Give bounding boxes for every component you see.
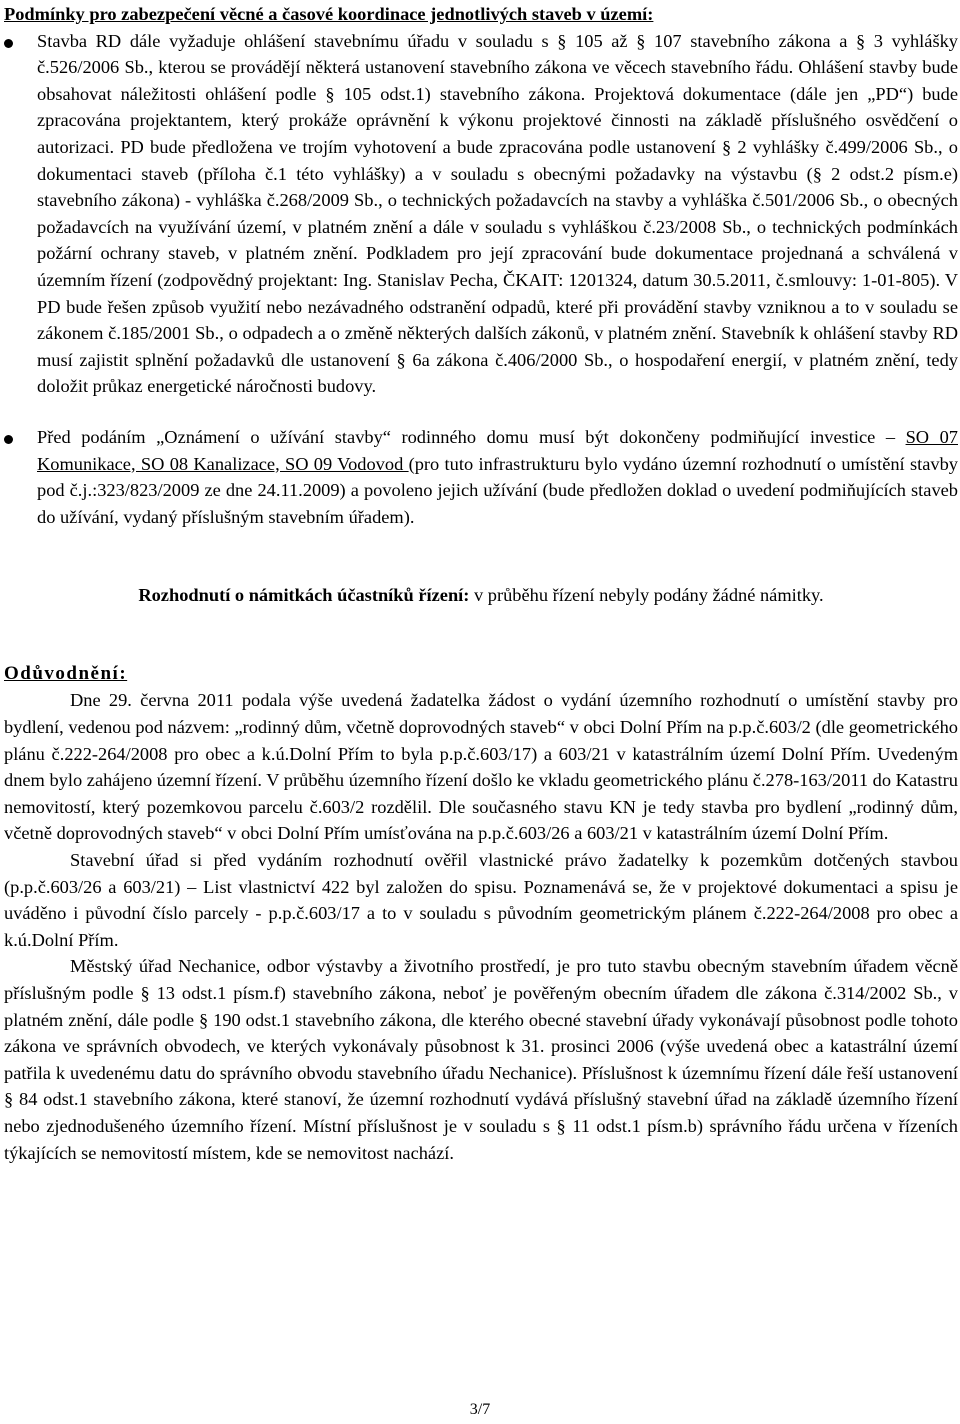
reasoning-paragraph: Stavební úřad si před vydáním rozhodnutí ověřil vlastnické právo žadatelky k pozemkům dotčených stavbou (p.p.č.603/26 a 603/21) – List vlastnictví 422 byl založen do spisu. Poznamenává se, že v projektové dokumentaci a spisu je uváděno i původní číslo parcely - p.p.č.603/17 a to v souladu s původním geometrickým plánem č.222-264/2008 pro obec a k.ú.Dolní Přím. xyxy=(4,850,958,950)
conditions-list xyxy=(4,28,958,531)
section-heading: Podmínky pro zabezpečení věcné a časové koordinace jednotlivých staveb v území: xyxy=(4,4,654,24)
reasoning-title: Odůvodnění: xyxy=(4,662,128,684)
decision-label: Rozhodnutí o námitkách účastníků řízení: xyxy=(138,585,470,606)
list-item-text-pre: Před podáním „Oznámení o užívání stavby“ rodinného domu musí být dokončeny podmiňující investice – xyxy=(37,426,906,447)
page-number: 3/7 xyxy=(469,1401,491,1418)
list-item-underlined: SO 07 Komunikace, SO 08 Kanalizace, SO 09 Vodovod xyxy=(37,426,958,474)
document-page xyxy=(4,0,958,1166)
list-item xyxy=(4,424,958,530)
list-item-text: Stavba RD dále vyžaduje ohlášení stavebnímu úřadu v souladu s § 105 až § 107 stavebního zákona a § 3 vyhlášky č.526/2006 Sb., kterou se provádějí některá ustanovení stavebního zákona ve věcech stavebního řádu. Ohlášení stavby bude obsahovat náležitosti ohlášení podle § 105 odst.1) stavebního zákona. Projektová dokumentace (dále jen „PD“) bude zpracována projektantem, který prokáže oprávnění k výkonu projektové činnosti na základě příslušného osvědčení o autorizaci. PD bude předložena ve trojím vyhotovení a bude zpracována podle ustanovení § 2 vyhlášky č.499/2006 Sb., o dokumentaci staveb (příloha č.1 této vyhlášky) a v souladu s obecnými požadavky na výstavbu (§ 2 odst.2 písm.e) stavebního zákona) - vyhláška č.268/2009 Sb., o technických požadavcích na stavby a vyhláška č.501/2006 Sb., o obecných požadavcích na využívání území, v platném znění a dále v souladu s vyhláškou č.23/2008 Sb., o technických podmínkách požární ochrany staveb, v platném znění. Podkladem pro její zpracování bude dokumentace projednaná a schválená v územním řízení (zodpovědný projektant: Ing. Stanislav Pecha, ČKAIT: 1201324, datum 30.5.2011, č.smlouvy: 1-01-805). V PD bude řešen způsob využití nebo nezávadného odstranění odpadů, které při provádění stavby vzniknou a to v souladu se zákonem č.185/2001 Sb., o odpadech a o změně některých dalších zákonů, v platném znění. Stavebník k ohlášení stavby RD musí zajistit splnění požadavků dle ustanovení § 6a zákona č.406/2000 Sb., o hospodaření energií, v platném znění, tedy doložit průkaz energetické náročnosti budovy. xyxy=(37,30,958,397)
list-item-text-post: (pro tuto infrastrukturu bylo vydáno územní rozhodnutí o umístění stavby pod č.j.:323/823/2009 ze dne 24.11.2009) a povoleno jejich užívání (bude předložen doklad o uvedení podmiňujících staveb do užívání, vydaný příslušným stavebním úřadem). xyxy=(37,453,958,527)
list-item xyxy=(4,28,958,400)
objections-decision xyxy=(4,582,958,609)
reasoning-paragraph: Městský úřad Nechanice, odbor výstavby a životního prostředí, je pro tuto stavbu obecným stavebním úřadem věcně příslušným podle § 13 odst.1 písm.f) stavebního zákona, neboť je pověřeným obecním úřadem dle zákona č.314/2002 Sb., v platném znění, dále podle § 190 odst.1 stavebního zákona, dle kterého obecné stavební úřady vykonávají působnost podle tohoto zákona ve správních obvodech, ve kterých vykonávaly působnost k 31. prosinci 2006 (výše uvedená obec a katastrální území patřila k uvedenému datu do správního obvodu stavebního úřadu Nechanice). Příslušnost k územnímu řízení dále řeší ustanovení § 84 odst.1 stavebního zákona, které stanoví, že územní rozhodnutí vydává příslušný stavební úřad na základě územního řízení nebo zjednodušeného územního řízení. Místní příslušnost je v souladu s § 11 odst.1 písm.b) správního řádu určena v řízeních týkajících se nemovitostí místem, kde se nemovitost nachází. xyxy=(4,956,958,1163)
decision-text: v průběhu řízení nebyly podány žádné námitky. xyxy=(469,585,824,606)
reasoning-paragraph: Dne 29. června 2011 podala výše uvedená žadatelka žádost o vydání územního rozhodnutí o umístění stavby pro bydlení, vedenou pod názvem: „rodinný dům, včetně doprovodných staveb“ v obci Dolní Přím na p.p.č.603/2 (dle geometrického plánu č.222-264/2008 pro obec a k.ú.Dolní Přím to byla p.p.č.603/17) a 603/21 v katastrálním území Dolní Přím. Uvedeným dnem bylo zahájeno územní řízení. V průběhu územního řízení došlo ke vkladu geometrického plánu č.278-163/2011 do Katastru nemovitostí, který pozemkovou parcelu č.603/2 rozdělil. Dle současného stavu KN je tedy stavba pro bydlení „rodinný dům, včetně doprovodných staveb“ v obci Dolní Přím umísťována na p.p.č.603/26 a 603/21 v katastrálním území Dolní Přím. xyxy=(4,690,958,844)
bullet-icon xyxy=(4,39,13,48)
bullet-icon xyxy=(4,435,13,444)
